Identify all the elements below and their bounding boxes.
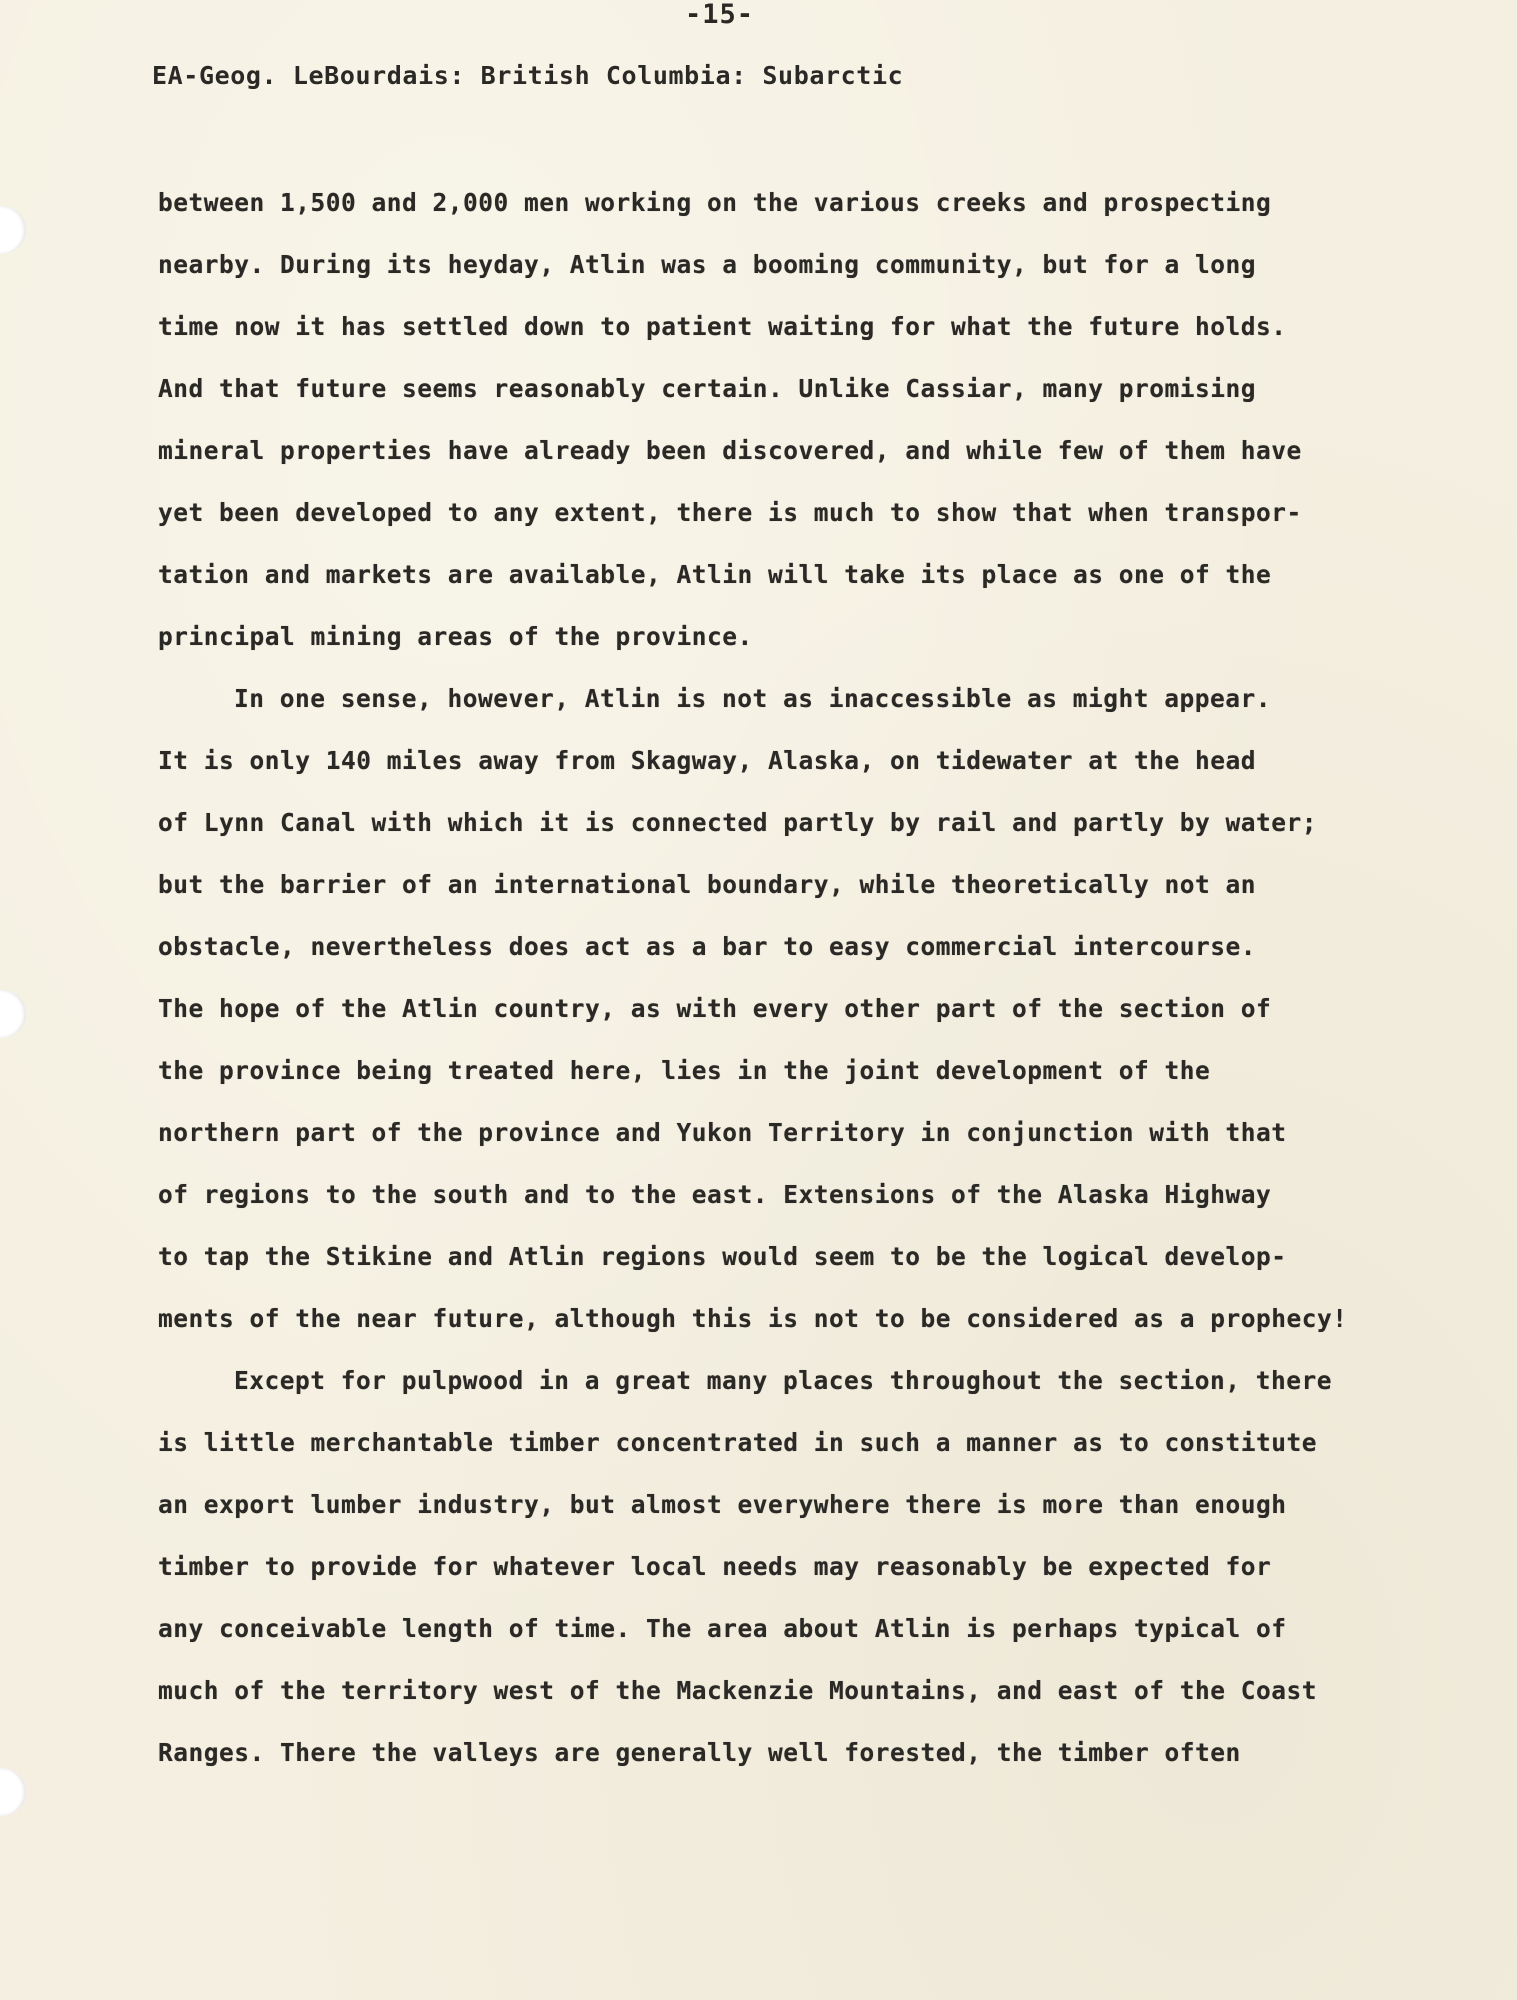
- text-line: It is only 140 miles away from Skagway, Alaska, on tidewater at the head: [158, 746, 1257, 775]
- text-line: The hope of the Atlin country, as with every other part of the section of: [158, 994, 1272, 1023]
- text-line: is little merchantable timber concentrated in such a manner as to constitute: [158, 1428, 1318, 1457]
- text-line: ments of the near future, although this is not to be considered as a prophecy!: [158, 1304, 1348, 1333]
- text-line: mineral properties have already been discovered, and while few of them have: [158, 436, 1302, 465]
- text-line: Ranges. There the valleys are generally well forested, the timber often: [158, 1738, 1241, 1767]
- body-text: [158, 172, 1358, 1784]
- text-line: In one sense, however, Atlin is not as inaccessible as might appear.: [234, 684, 1272, 713]
- text-line: timber to provide for whatever local needs may reasonably be expected for: [158, 1552, 1272, 1581]
- punch-hole: [0, 206, 26, 254]
- text-line: of regions to the south and to the east. Extensions of the Alaska Highway: [158, 1180, 1272, 1209]
- text-line: the province being treated here, lies in the joint development of the: [158, 1056, 1211, 1085]
- punch-hole: [0, 990, 26, 1038]
- page-number: -15-: [685, 0, 755, 30]
- text-line: obstacle, nevertheless does act as a bar to easy commercial intercourse.: [158, 932, 1257, 961]
- text-line: any conceivable length of time. The area about Atlin is perhaps typical of: [158, 1614, 1287, 1643]
- text-line: Except for pulpwood in a great many places throughout the section, there: [234, 1366, 1333, 1395]
- text-line: time now it has settled down to patient waiting for what the future holds.: [158, 312, 1287, 341]
- text-line: yet been developed to any extent, there is much to show that when transpor-: [158, 498, 1302, 527]
- punch-hole: [0, 1768, 26, 1816]
- text-line: principal mining areas of the province.: [158, 622, 753, 651]
- text-line: And that future seems reasonably certain. Unlike Cassiar, many promising: [158, 374, 1257, 403]
- text-line: northern part of the province and Yukon Territory in conjunction with that: [158, 1118, 1287, 1147]
- text-line: tation and markets are available, Atlin will take its place as one of the: [158, 560, 1272, 589]
- text-line: between 1,500 and 2,000 men working on the various creeks and prospecting: [158, 188, 1272, 217]
- text-line: nearby. During its heyday, Atlin was a booming community, but for a long: [158, 250, 1257, 279]
- text-line: much of the territory west of the Mackenzie Mountains, and east of the Coast: [158, 1676, 1318, 1705]
- text-line: of Lynn Canal with which it is connected partly by rail and partly by water;: [158, 808, 1318, 837]
- text-line: to tap the Stikine and Atlin regions would seem to be the logical develop-: [158, 1242, 1287, 1271]
- text-line: an export lumber industry, but almost everywhere there is more than enough: [158, 1490, 1287, 1519]
- text-line: but the barrier of an international boundary, while theoretically not an: [158, 870, 1257, 899]
- document-header: EA-Geog. LeBourdais: British Columbia: Subarctic: [152, 61, 904, 90]
